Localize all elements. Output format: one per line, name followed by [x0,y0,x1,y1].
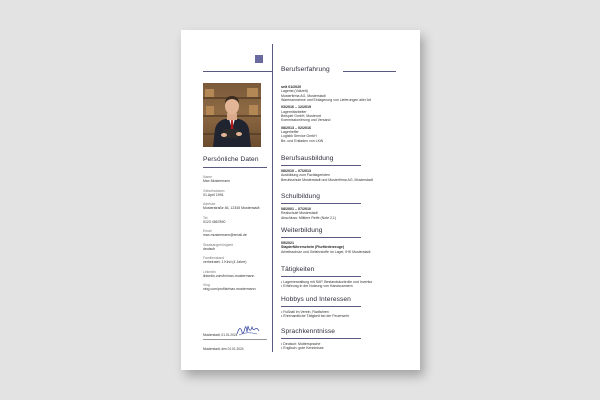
field-birthdate: Geburtsdatum 01.April 1991 [203,188,225,197]
list-item: • Deutsch: Muttersprache [281,342,324,346]
experience-entry: 08/2013 – 02/2016 Lagerhelfer Logistik Service GmbH Be- und Entladen von LKW [281,125,324,143]
experience-entry: seit 01/2020 Lagerist (Vollzeit) Musterfirma AG, Musterstadt Warenannahme und Einlagerung von Lieferungen aller Art [281,85,372,102]
further-education-rule [281,237,361,238]
section-title-experience: Berufserfahrung [281,66,330,73]
experience-entry: 03/2016 – 12/2019 Lagermitarbeiter Beispiel GmbH, Musterort Kommissionierung und Versand [281,105,331,123]
schooling-entry: 08/2001 – 07/2010 Realschule Musterstadt Abschluss: Mittlere Reife (Note 2,1) [281,207,337,220]
profile-photo [203,83,261,147]
experience-list [281,85,371,143]
section-title-further-education: Weiterbildung [281,227,323,234]
header-rule-left [203,71,272,72]
vocational-training-rule [281,165,361,166]
hobbies-list [281,310,349,319]
field-linkedin: LinkedIn linkedin.com/in/max-mustermann [203,269,255,278]
resume-page [181,30,420,370]
signature-rule [203,339,267,340]
personal-data-rule [203,167,267,168]
hobbies-rule [281,306,361,307]
field-address: Adresse Musterstraße 46, 12345 Musterstadt [203,202,260,211]
field-xing: Xing xing.com/profile/max.mustermann [203,283,256,292]
activities-list [281,280,372,289]
further-education-entry: 05/2021 Staplerführerschein (Flurförderzeuge) Arbeitsschutz und Gefahrstoffe im Lager, IHK Musterstadt [281,241,371,254]
schooling-rule [281,203,361,204]
section-title-languages: Sprachkenntnisse [281,328,336,335]
field-nationality: Staatsangehörigkeit deutsch [203,242,233,251]
list-item: • Fußball im Verein, Radfahren [281,310,349,314]
activities-rule [281,276,361,277]
section-title-activities: Tätigkeiten [281,266,315,273]
signature-place: Musterstadt, 01.01.2024 [203,333,238,337]
list-item: • Erfahrung in der Nutzung von Handscannern [281,284,372,288]
languages-list [281,342,324,351]
signature-image [235,322,261,338]
section-title-vocational-training: Berufsausbildung [281,155,334,162]
field-phone: Tel. 0123 4567890 [203,215,226,224]
field-marital-status: Familienstand verheiratet, 1 Kind (4 Jahre) [203,256,247,265]
header-rule-right [343,71,396,72]
footer-date: Musterstadt, den 01.01.2024 [203,347,244,351]
section-title-schooling: Schulbildung [281,193,320,200]
list-item: • Lagerverwaltung mit SAP, Bestandskontrolle und Inventur [281,280,372,284]
list-item: • Ehrenamtliche Tätigkeit bei der Feuerwehr [281,314,349,318]
field-name: Name Max Mustermann [203,175,231,184]
section-title-personal-data: Persönliche Daten [203,156,259,163]
column-divider [272,44,273,352]
section-title-hobbies: Hobbys und Interessen [281,296,351,303]
accent-square [255,55,263,63]
list-item: • Englisch: gute Kenntnisse [281,346,324,350]
personal-data-list [203,175,259,297]
vocational-training-entry: 08/2010 – 07/2013 Ausbildung zum Fachlageristen Berufsschule Musterstadt und Musterfirma AG, Musterstadt [281,169,373,182]
languages-rule [281,338,361,339]
field-email: Email max.mustermann@email.de [203,229,247,238]
